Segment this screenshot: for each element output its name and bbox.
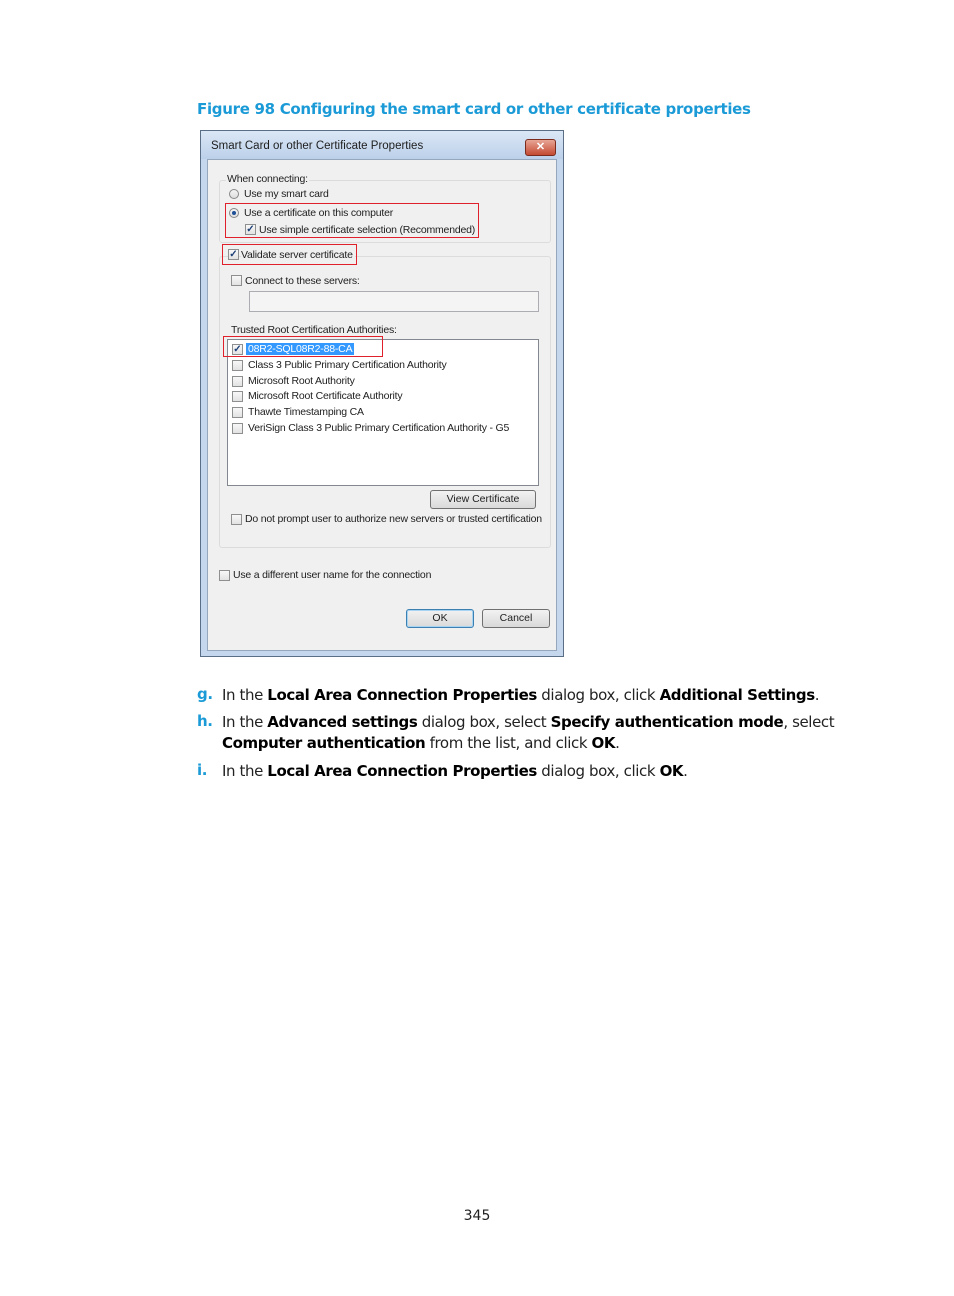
dialog-title: Smart Card or other Certificate Properties (211, 140, 424, 152)
step-text (222, 761, 852, 782)
text-run-bold: Specify authentication mode (550, 713, 784, 731)
authority-label: Microsoft Root Certificate Authority (248, 390, 403, 402)
step-text (222, 712, 852, 754)
text-run-bold: Advanced settings (267, 713, 418, 731)
text-run-bold: Additional Settings (659, 686, 815, 704)
connect-servers-checkbox[interactable] (231, 275, 242, 286)
authority-checkbox[interactable]: ✓ (233, 344, 242, 355)
dialog-titlebar (201, 131, 563, 159)
text-run-bold: OK (591, 734, 616, 752)
text-run: dialog box, click (536, 762, 660, 780)
authority-label: 08R2-SQL08R2-88-CA (248, 343, 353, 355)
use-certificate-label: Use a certificate on this computer (244, 207, 394, 219)
close-icon[interactable]: ✕ (525, 139, 556, 156)
use-simple-selection-checkbox[interactable]: ✓ (246, 224, 255, 235)
dialog-client-area (207, 159, 557, 651)
text-run: In the (222, 713, 268, 731)
text-run-bold: Local Area Connection Properties (267, 762, 537, 780)
authority-label: VeriSign Class 3 Public Primary Certification Authority - G5 (248, 422, 510, 434)
different-user-checkbox[interactable] (219, 570, 230, 581)
authority-checkbox[interactable] (232, 407, 243, 418)
cancel-button[interactable]: Cancel (482, 609, 550, 628)
authority-label: Class 3 Public Primary Certification Authority (248, 359, 447, 371)
use-smart-card-radio[interactable] (229, 189, 239, 199)
connect-servers-input[interactable] (249, 291, 539, 312)
text-run-bold: Local Area Connection Properties (267, 686, 537, 704)
authority-checkbox[interactable] (232, 360, 243, 371)
authority-checkbox[interactable] (232, 391, 243, 402)
figure-caption: Figure 98 Configuring the smart card or other certificate properties (197, 100, 751, 118)
connect-servers-label: Connect to these servers: (245, 275, 360, 287)
step-text (222, 685, 852, 706)
text-run: In the (222, 762, 268, 780)
view-certificate-button[interactable]: View Certificate (430, 490, 536, 509)
do-not-prompt-checkbox[interactable] (231, 514, 242, 525)
step-marker: i. (197, 761, 208, 779)
text-run: . (615, 734, 620, 752)
authority-checkbox[interactable] (232, 376, 243, 387)
ok-button[interactable]: OK (406, 609, 474, 628)
authority-checkbox[interactable] (232, 423, 243, 434)
text-run: . (683, 762, 688, 780)
trusted-root-list[interactable] (227, 339, 539, 486)
text-run: . (814, 686, 820, 704)
validate-server-checkbox[interactable]: ✓ (229, 249, 238, 260)
text-run: , select (783, 713, 835, 731)
different-user-label: Use a different user name for the connection (233, 569, 432, 581)
page-number: 345 (463, 1208, 491, 1224)
certificate-properties-dialog (200, 130, 564, 657)
step-marker: h. (197, 712, 213, 730)
text-run: In the (222, 686, 268, 704)
highlight-box-authority (223, 336, 383, 357)
text-run: dialog box, click (536, 686, 660, 704)
authority-label: Thawte Timestamping CA (248, 406, 364, 418)
use-simple-selection-label: Use simple certificate selection (Recommended) (259, 224, 476, 236)
text-run: from the list, and click (425, 734, 592, 752)
text-run: dialog box, select (417, 713, 551, 731)
text-run-bold: Computer authentication (222, 734, 426, 752)
when-connecting-label: When connecting: (227, 173, 308, 185)
use-smart-card-label: Use my smart card (244, 188, 329, 200)
highlight-box-certificate (225, 203, 479, 238)
text-run-bold: OK (659, 762, 684, 780)
authority-label: Microsoft Root Authority (248, 375, 355, 387)
step-marker: g. (197, 685, 213, 703)
highlight-box-validate (222, 244, 357, 265)
do-not-prompt-label: Do not prompt user to authorize new servers or trusted certification (245, 513, 542, 525)
trusted-root-label: Trusted Root Certification Authorities: (231, 324, 397, 336)
validate-server-label: Validate server certificate (241, 249, 353, 261)
